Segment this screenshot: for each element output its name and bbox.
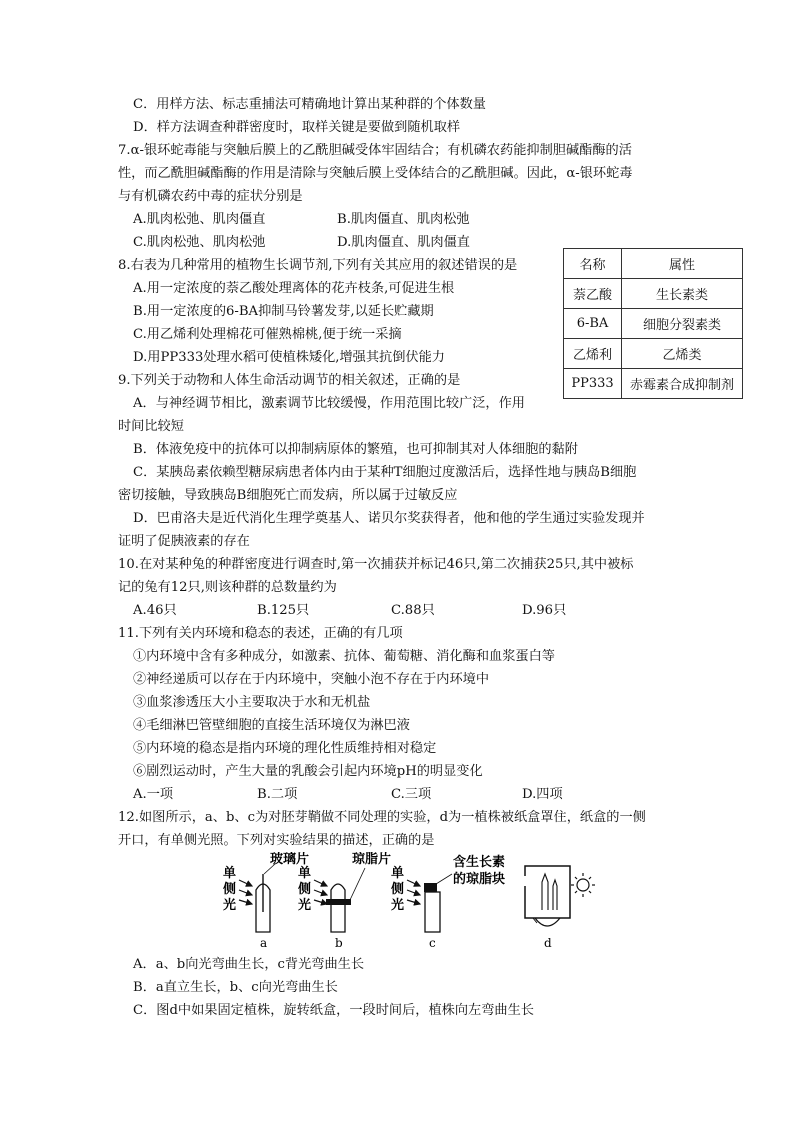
label-pointer: [350, 868, 365, 900]
panel-label-d: d: [544, 936, 552, 950]
decapitated-coleoptile-icon: [425, 892, 440, 932]
auxin-agar-block-icon: [424, 883, 437, 892]
light-label-char: 单: [298, 866, 312, 881]
q8-option-a: A.用一定浓度的萘乙酸处理离体的花卉枝条,可促进生根: [133, 281, 455, 296]
auxin-agar-label-line1: 含生长素: [453, 855, 506, 870]
q7-stem-line1: 7.α-银环蛇毒能与突触后膜上的乙酰胆碱受体牢固结合；有机磷农药能抑制胆碱酯酶的活: [118, 143, 632, 158]
q11-stem: 11.下列有关内环境和稳态的表述，正确的有几项: [118, 626, 403, 641]
q11-option-b: B.二项: [257, 787, 298, 802]
light-label-char: 光: [223, 898, 237, 913]
light-arrows-icon: [314, 880, 327, 904]
q9-option-b: B．体液免疫中的抗体可以抑制病原体的繁殖，也可抑制其对人体细胞的黏附: [133, 442, 578, 457]
q7-option-a: A.肌肉松弛、肌肉僵直: [133, 212, 266, 227]
q7-option-b: B.肌肉僵直、肌肉松弛: [337, 212, 470, 227]
q11-item-5: ⑤内环境的稳态是指内环境的理化性质维持相对稳定: [133, 741, 437, 756]
q7-stem-line2: 性，而乙酰胆碱酯酶的作用是清除与突触后膜上受体结合的乙酰胆碱。因此，α-银环蛇毒: [118, 166, 633, 181]
q8-option-d: D.用PP333处理水稻可使植株矮化,增强其抗倒伏能力: [133, 350, 445, 365]
q11-item-6: ⑥剧烈运动时，产生大量的乳酸会引起内环境pH的明显变化: [133, 764, 483, 779]
q11-option-a: A.一项: [133, 787, 174, 802]
table-header-property: 属性: [622, 249, 743, 279]
q9-option-a-line1: A．与神经调节相比，激素调节比较缓慢，作用范围比较广泛，作用: [133, 396, 525, 411]
table-cell-property: 乙烯类: [622, 339, 743, 369]
q8-option-b: B.用一定浓度的6-BA抑制马铃薯发芽,以延长贮藏期: [133, 304, 434, 319]
q11-item-4: ④毛细淋巴管壁细胞的直接生活环境仅为淋巴液: [133, 718, 410, 733]
table-header-row: [564, 249, 743, 279]
q9-option-a-line2: 时间比较短: [118, 419, 184, 434]
q8-option-c: C.用乙烯利处理棉花可催熟棉桃,便于统一采摘: [133, 327, 402, 342]
q6-option-c: C．用样方法、标志重捕法可精确地计算出某种群的个体数量: [133, 97, 486, 112]
q6-option-d: D．样方法调查种群密度时，取样关键是要做到随机取样: [133, 120, 461, 135]
q12-option-a: A．a、b向光弯曲生长，c背光弯曲生长: [133, 957, 365, 972]
sun-icon: [571, 873, 595, 897]
coleoptile-icon: [331, 884, 345, 932]
table-cell-name: 萘乙酸: [564, 279, 622, 309]
light-label-char: 光: [298, 898, 312, 913]
table-cell-name: PP333: [564, 369, 622, 399]
q10-option-c: C.88只: [391, 603, 435, 618]
q10-option-a: A.46只: [133, 603, 177, 618]
coleoptile-experiment-figure: [215, 852, 605, 952]
q11-item-3: ③血浆渗透压大小主要取决于水和无机盐: [133, 695, 371, 710]
panel-c: [390, 854, 505, 950]
rotation-arrow-icon: [535, 918, 560, 926]
panel-a: [222, 852, 312, 950]
q10-stem-line2: 记的兔有12只,则该种群的总数量约为: [118, 580, 337, 595]
q9-option-d-line1: D．巴甫洛夫是近代消化生理学奠基人、诺贝尔奖获得者，他和他的学生通过实验发现并: [133, 511, 645, 526]
light-arrows-icon: [407, 880, 420, 904]
table-header-name: 名称: [564, 249, 622, 279]
panel-label-b: b: [335, 936, 343, 950]
table-cell-name: 6-BA: [564, 309, 622, 339]
glass-plate-label: 玻璃片: [270, 852, 310, 867]
agar-plate-label: 琼脂片: [352, 852, 392, 867]
q10-option-b: B.125只: [257, 603, 310, 618]
agar-plate-icon: [326, 899, 351, 905]
q12-stem-line1: 12.如图所示，a、b、c为对胚芽鞘做不同处理的实验，d为一植株被纸盒罩住，纸盒的一侧: [118, 810, 646, 825]
table-cell-property: 生长素类: [622, 279, 743, 309]
q11-item-2: ②神经递质可以存在于内环境中，突触小泡不存在于内环境中: [133, 672, 490, 687]
light-label-char: 侧: [223, 882, 237, 897]
q7-option-d: D.肌肉僵直、肌肉僵直: [337, 235, 470, 250]
table-row: [564, 309, 743, 339]
panel-label-a: a: [260, 936, 268, 950]
auxin-agar-label-line2: 的琼脂块: [453, 872, 506, 887]
q9-option-c-line1: C．某胰岛素依赖型糖尿病患者体内由于某种T细胞过度激活后，选择性地与胰岛B细胞: [133, 465, 637, 480]
panel-d: [525, 866, 595, 950]
q10-option-d: D.96只: [522, 603, 567, 618]
plant-icon: [542, 874, 548, 910]
regulator-properties-table: [563, 248, 743, 399]
table-cell-property: 细胞分裂素类: [622, 309, 743, 339]
panel-label-c: c: [429, 936, 436, 950]
q12-option-b: B．a直立生长，b、c向光弯曲生长: [133, 980, 338, 995]
q7-stem-line3: 与有机磷农药中毒的症状分别是: [118, 189, 303, 204]
light-label-char: 侧: [391, 882, 405, 897]
label-pointer: [436, 874, 452, 884]
table-cell-property: 赤霉素合成抑制剂: [622, 369, 743, 399]
q11-option-c: C.三项: [391, 787, 432, 802]
light-label-char: 单: [391, 866, 405, 881]
light-label-char: 光: [391, 898, 405, 913]
q9-option-d-line2: 证明了促胰液素的存在: [118, 534, 250, 549]
table-cell-name: 乙烯利: [564, 339, 622, 369]
q11-option-d: D.四项: [522, 787, 563, 802]
q8-stem: 8.右表为几种常用的植物生长调节剂,下列有关其应用的叙述错误的是: [118, 258, 518, 273]
q10-stem-line1: 10.在对某种兔的种群密度进行调查时,第一次捕获并标记46只,第二次捕获25只,其中被标: [118, 557, 634, 572]
q12-stem-line2: 开口，有单侧光照。下列对实验结果的描述，正确的是: [118, 833, 435, 848]
q7-option-c: C.肌肉松弛、肌肉松弛: [133, 235, 266, 250]
table-row: [564, 369, 743, 399]
light-arrows-icon: [239, 880, 252, 904]
q9-stem: 9.下列关于动物和人体生命活动调节的相关叙述，正确的是: [118, 373, 461, 388]
q11-item-1: ①内环境中含有多种成分，如激素、抗体、葡萄糖、消化酶和血浆蛋白等: [133, 649, 555, 664]
q12-option-c: C．图d中如果固定植株，旋转纸盒，一段时间后，植株向左弯曲生长: [133, 1003, 534, 1018]
q9-option-c-line2: 密切接触，导致胰岛B细胞死亡而发病，所以属于过敏反应: [118, 488, 458, 503]
light-label-char: 单: [223, 866, 237, 881]
light-label-char: 侧: [298, 882, 312, 897]
table-row: [564, 279, 743, 309]
panel-b: [297, 852, 391, 950]
table-row: [564, 339, 743, 369]
